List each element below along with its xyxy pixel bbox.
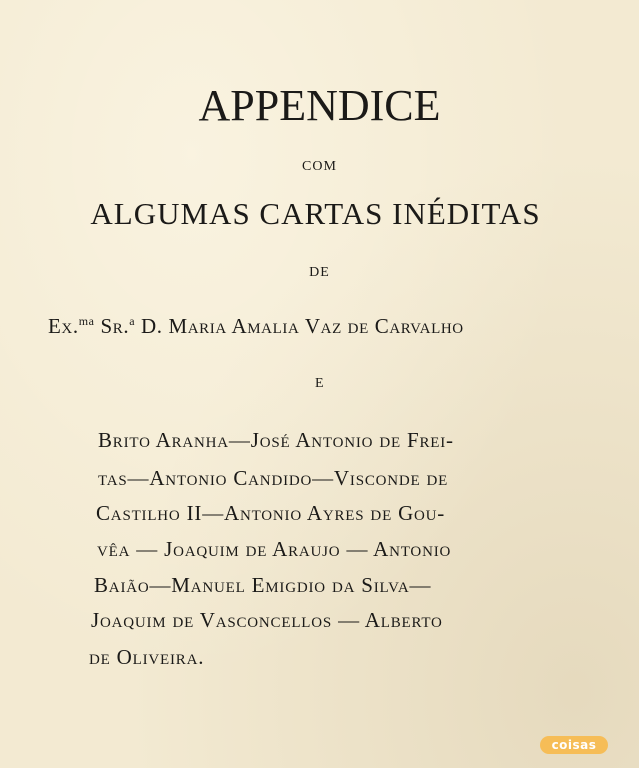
connector-e: E — [314, 376, 325, 391]
page-title: APPENDICE — [198, 81, 441, 130]
subtitle: ALGUMAS CARTAS INÉDITAS — [90, 196, 541, 231]
names-line: Castilho II—Antonio Ayres de Gou- — [96, 501, 446, 525]
dedicatee-prefix-sup: ma — [78, 314, 95, 328]
names-line: de Oliveira. — [89, 645, 205, 669]
watermark-logo: coisas — [540, 736, 608, 754]
dedicatee-honorific-sup: a — [129, 314, 136, 328]
connector-com — [0, 157, 639, 175]
names-line: Brito Aranha—José Antonio de Frei- — [98, 428, 454, 452]
dedicatee-prefix: Ex. — [48, 314, 79, 338]
names-line: Joaquim de Vasconcellos — Alberto — [91, 608, 443, 632]
dedicatee-name: D. Maria Amalia Vaz de Carvalho — [140, 314, 464, 338]
names-line: tas—Antonio Candido—Visconde de — [98, 466, 449, 490]
connector-com-text: COM — [302, 159, 337, 174]
dedicatee-line — [48, 314, 464, 339]
names-line: Baião—Manuel Emigdio da Silva— — [94, 573, 432, 597]
connector-de: DE — [309, 265, 330, 280]
names-line: vêa — Joaquim de Araujo — Antonio — [97, 537, 452, 561]
dedicatee-honorific: Sr. — [100, 314, 130, 338]
